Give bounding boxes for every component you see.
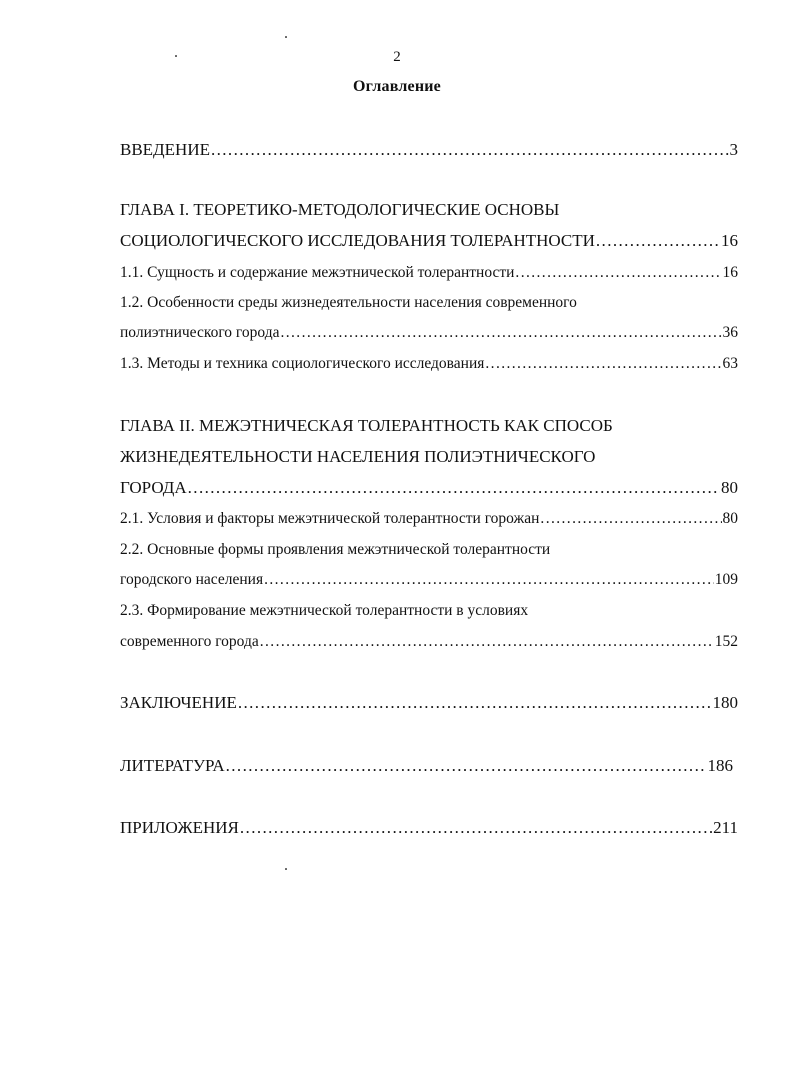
- toc-entry-chapter1[interactable]: [120, 231, 738, 251]
- dot-leader: [211, 140, 729, 160]
- toc-page: 152: [714, 633, 738, 650]
- toc-page: 80: [721, 478, 738, 497]
- toc-page: 180: [712, 693, 738, 712]
- section-2-3-line1[interactable]: 2.3. Формирование межэтнической толерантности в условиях: [120, 602, 529, 619]
- toc-entry-chapter2[interactable]: [120, 478, 738, 498]
- toc-page: 3: [729, 140, 738, 159]
- toc-label: 1.1. Сущность и содержание межэтнической толерантности: [120, 264, 515, 281]
- dot-leader: [540, 510, 721, 528]
- toc-entry-section-1-2[interactable]: [120, 324, 738, 342]
- scan-speck: [175, 55, 177, 57]
- dot-leader: [515, 264, 721, 282]
- page-title: Оглавление: [353, 78, 441, 95]
- dot-leader: [596, 231, 720, 251]
- dot-leader: [485, 355, 721, 373]
- toc-page: 63: [722, 355, 738, 372]
- toc-page: 36: [722, 324, 738, 341]
- toc-page: 16: [722, 264, 738, 281]
- page-number: 2: [393, 49, 401, 65]
- toc-page: 211: [713, 818, 738, 837]
- dot-leader: [188, 478, 720, 498]
- toc-label: ГОРОДА: [120, 478, 187, 497]
- dot-leader: [264, 571, 714, 589]
- toc-entry-introduction[interactable]: [120, 140, 738, 160]
- scan-speck: [285, 36, 287, 38]
- toc-label: ВВЕДЕНИЕ: [120, 140, 210, 159]
- dot-leader: [226, 756, 707, 776]
- toc-entry-section-2-3[interactable]: [120, 633, 738, 651]
- toc-entry-appendices[interactable]: [120, 818, 738, 838]
- toc-entry-conclusion[interactable]: [120, 693, 738, 713]
- section-2-2-line1[interactable]: 2.2. Основные формы проявления межэтнической толерантности: [120, 541, 551, 558]
- toc-label: ПРИЛОЖЕНИЯ: [120, 818, 239, 837]
- toc-label: ЗАКЛЮЧЕНИЕ: [120, 693, 237, 712]
- toc-label: городского населения: [120, 571, 264, 588]
- toc-page: 109: [714, 571, 738, 588]
- toc-page: 186: [707, 756, 733, 775]
- toc-label: ЛИТЕРАТУРА: [120, 756, 225, 775]
- dot-leader: [240, 818, 712, 838]
- scan-speck: [285, 868, 287, 870]
- toc-entry-section-2-1[interactable]: [120, 510, 738, 528]
- toc-label: 2.1. Условия и факторы межэтнической толерантности горожан: [120, 510, 540, 527]
- toc-label: СОЦИОЛОГИЧЕСКОГО ИССЛЕДОВАНИЯ ТОЛЕРАНТНОСТИ: [120, 231, 595, 250]
- toc-label: 1.3. Методы и техника социологического исследования: [120, 355, 485, 372]
- dot-leader: [260, 633, 714, 651]
- toc-page: 80: [722, 510, 738, 527]
- toc-label: современного города: [120, 633, 259, 650]
- toc-page: 16: [721, 231, 738, 250]
- toc-entry-literature[interactable]: [120, 756, 733, 776]
- toc-label: полиэтнического города: [120, 324, 280, 341]
- chapter2-title-line1[interactable]: ГЛАВА II. МЕЖЭТНИЧЕСКАЯ ТОЛЕРАНТНОСТЬ КАК СПОСОБ: [120, 416, 613, 435]
- chapter2-title-line2[interactable]: ЖИЗНЕДЕЯТЕЛЬНОСТИ НАСЕЛЕНИЯ ПОЛИЭТНИЧЕСКОГО: [120, 447, 596, 466]
- dot-leader: [280, 324, 721, 342]
- toc-entry-section-1-1[interactable]: [120, 264, 738, 282]
- chapter1-title-line1[interactable]: ГЛАВА I. ТЕОРЕТИКО-МЕТОДОЛОГИЧЕСКИЕ ОСНОВЫ: [120, 200, 560, 219]
- toc-entry-section-1-3[interactable]: [120, 355, 738, 373]
- toc-entry-section-2-2[interactable]: [120, 571, 738, 589]
- dot-leader: [238, 693, 712, 713]
- section-1-2-line1[interactable]: 1.2. Особенности среды жизнедеятельности населения современного: [120, 294, 577, 311]
